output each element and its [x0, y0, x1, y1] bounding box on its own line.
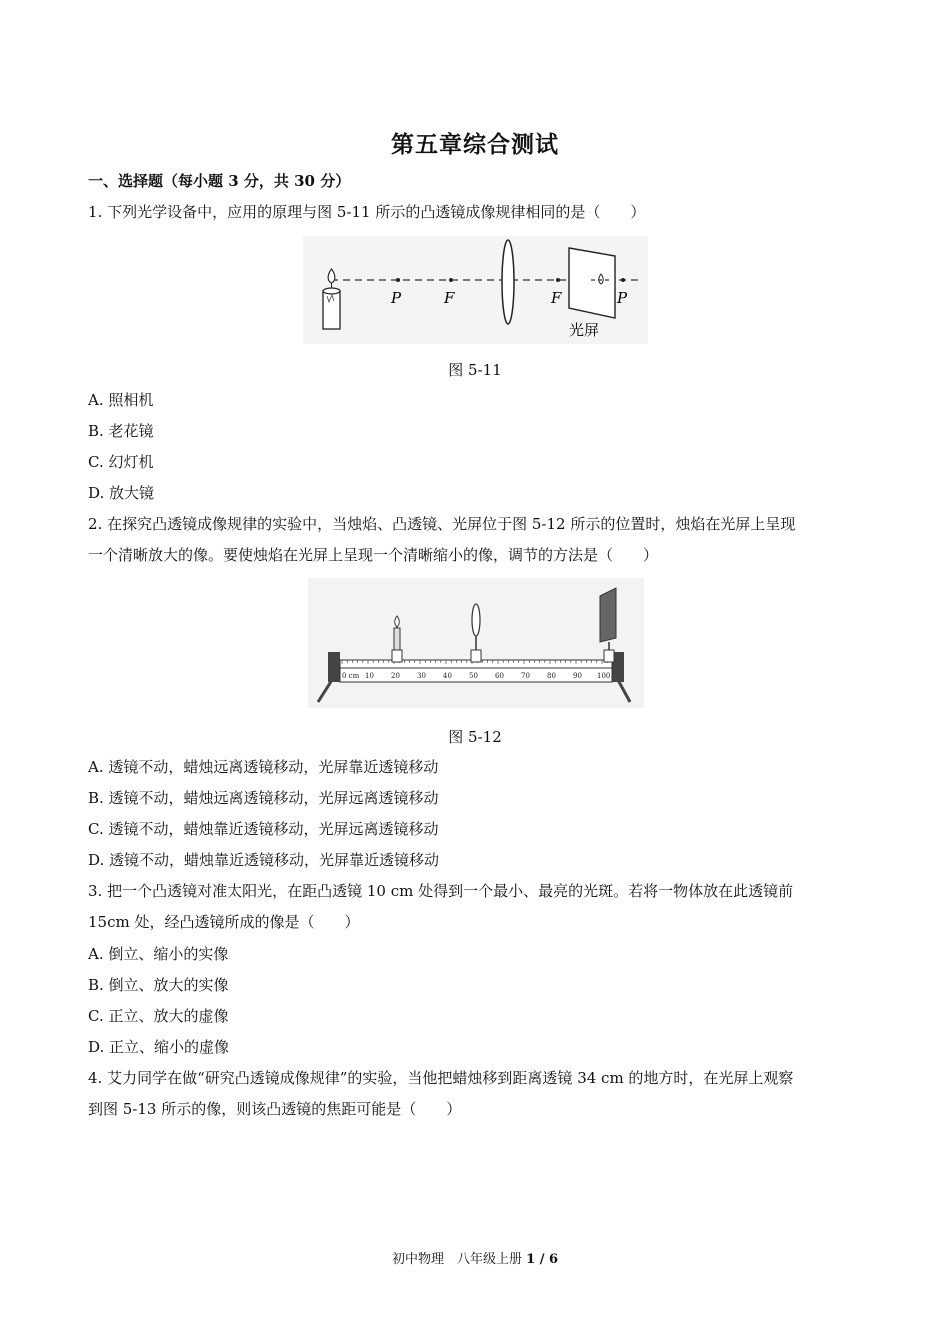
ruler-label-60: 60 — [495, 672, 504, 680]
footer-page-number: 1 / 6 — [526, 1252, 559, 1267]
label-f-left: F — [444, 289, 455, 307]
ruler-label-30: 30 — [417, 672, 426, 680]
ruler-label-90: 90 — [573, 672, 582, 680]
label-f-right: F — [551, 289, 562, 307]
question-1-option-d: D. 放大镜 — [88, 484, 155, 502]
question-2-option-c: C. 透镜不动，蜡烛靠近透镜移动，光屏远离透镜移动 — [88, 820, 439, 838]
question-3-stem-line1: 3. 把一个凸透镜对准太阳光，在距凸透镜 10 cm 处得到一个最小、最亮的光斑。若将一物体放在此透镜前 — [88, 882, 794, 900]
ruler-label-10: 10 — [365, 672, 374, 680]
page-title: 第五章综合测试 — [391, 131, 559, 158]
question-3-option-b: B. 倒立、放大的实像 — [88, 976, 229, 994]
question-2-option-b: B. 透镜不动，蜡烛远离透镜移动，光屏远离透镜移动 — [88, 789, 439, 807]
ruler-label-20: 20 — [391, 672, 400, 680]
question-1-option-b: B. 老花镜 — [88, 422, 154, 440]
ruler-label-80: 80 — [547, 672, 556, 680]
question-3-option-a: A. 倒立、缩小的实像 — [88, 945, 229, 963]
light-screen-icon — [569, 248, 615, 318]
figure-5-11 — [303, 236, 648, 344]
label-screen: 光屏 — [569, 321, 600, 339]
question-4-stem-line1: 4. 艾力同学在做“研究凸透镜成像规律”的实验，当他把蜡烛移到距离透镜 34 cm 的地方时，在光屏上观察 — [88, 1069, 794, 1087]
question-2-option-a: A. 透镜不动，蜡烛远离透镜移动，光屏靠近透镜移动 — [88, 758, 439, 776]
convex-lens-icon — [502, 240, 514, 324]
label-p-right: P — [617, 289, 628, 307]
ruler-label-100: 100 — [597, 672, 611, 680]
ruler-label-70: 70 — [521, 672, 530, 680]
question-2-stem-line1: 2. 在探究凸透镜成像规律的实验中，当烛焰、凸透镜、光屏位于图 5-12 所示的位置时，烛焰在光屏上呈现 — [88, 515, 796, 533]
question-3-option-d: D. 正立、缩小的虚像 — [88, 1038, 230, 1056]
question-4-stem-line2: 到图 5-13 所示的像，则该凸透镜的焦距可能是（ ） — [88, 1100, 462, 1118]
question-1-stem: 1. 下列光学设备中，应用的原理与图 5-11 所示的凸透镜成像规律相同的是（ ） — [88, 203, 646, 221]
question-3-option-c: C. 正立、放大的虚像 — [88, 1007, 229, 1025]
question-3-stem-line2: 15cm 处，经凸透镜所成的像是（ ） — [88, 913, 360, 931]
ruler-label-40: 40 — [443, 672, 452, 680]
label-p-left: P — [391, 289, 402, 307]
question-1-option-c: C. 幻灯机 — [88, 453, 154, 471]
figure-5-12-caption: 图 5-12 — [448, 728, 502, 746]
question-1-option-a: A. 照相机 — [88, 391, 154, 409]
figure-5-11-caption: 图 5-11 — [448, 361, 502, 379]
page-footer — [0, 1248, 950, 1267]
figure-5-12 — [308, 578, 644, 708]
question-2-stem-line2: 一个清晰放大的像。要使烛焰在光屏上呈现一个清晰缩小的像，调节的方法是（ ） — [88, 546, 659, 564]
ruler-label-0: 0 cm — [342, 672, 360, 680]
question-2-option-d: D. 透镜不动，蜡烛靠近透镜移动，光屏靠近透镜移动 — [88, 851, 440, 869]
bench-end-left — [328, 652, 340, 682]
ruler-label-50: 50 — [469, 672, 478, 680]
section-heading: 一、选择题（每小题 3 分，共 30 分） — [88, 172, 351, 190]
footer-subject: 初中物理 八年级上册 — [391, 1252, 522, 1267]
